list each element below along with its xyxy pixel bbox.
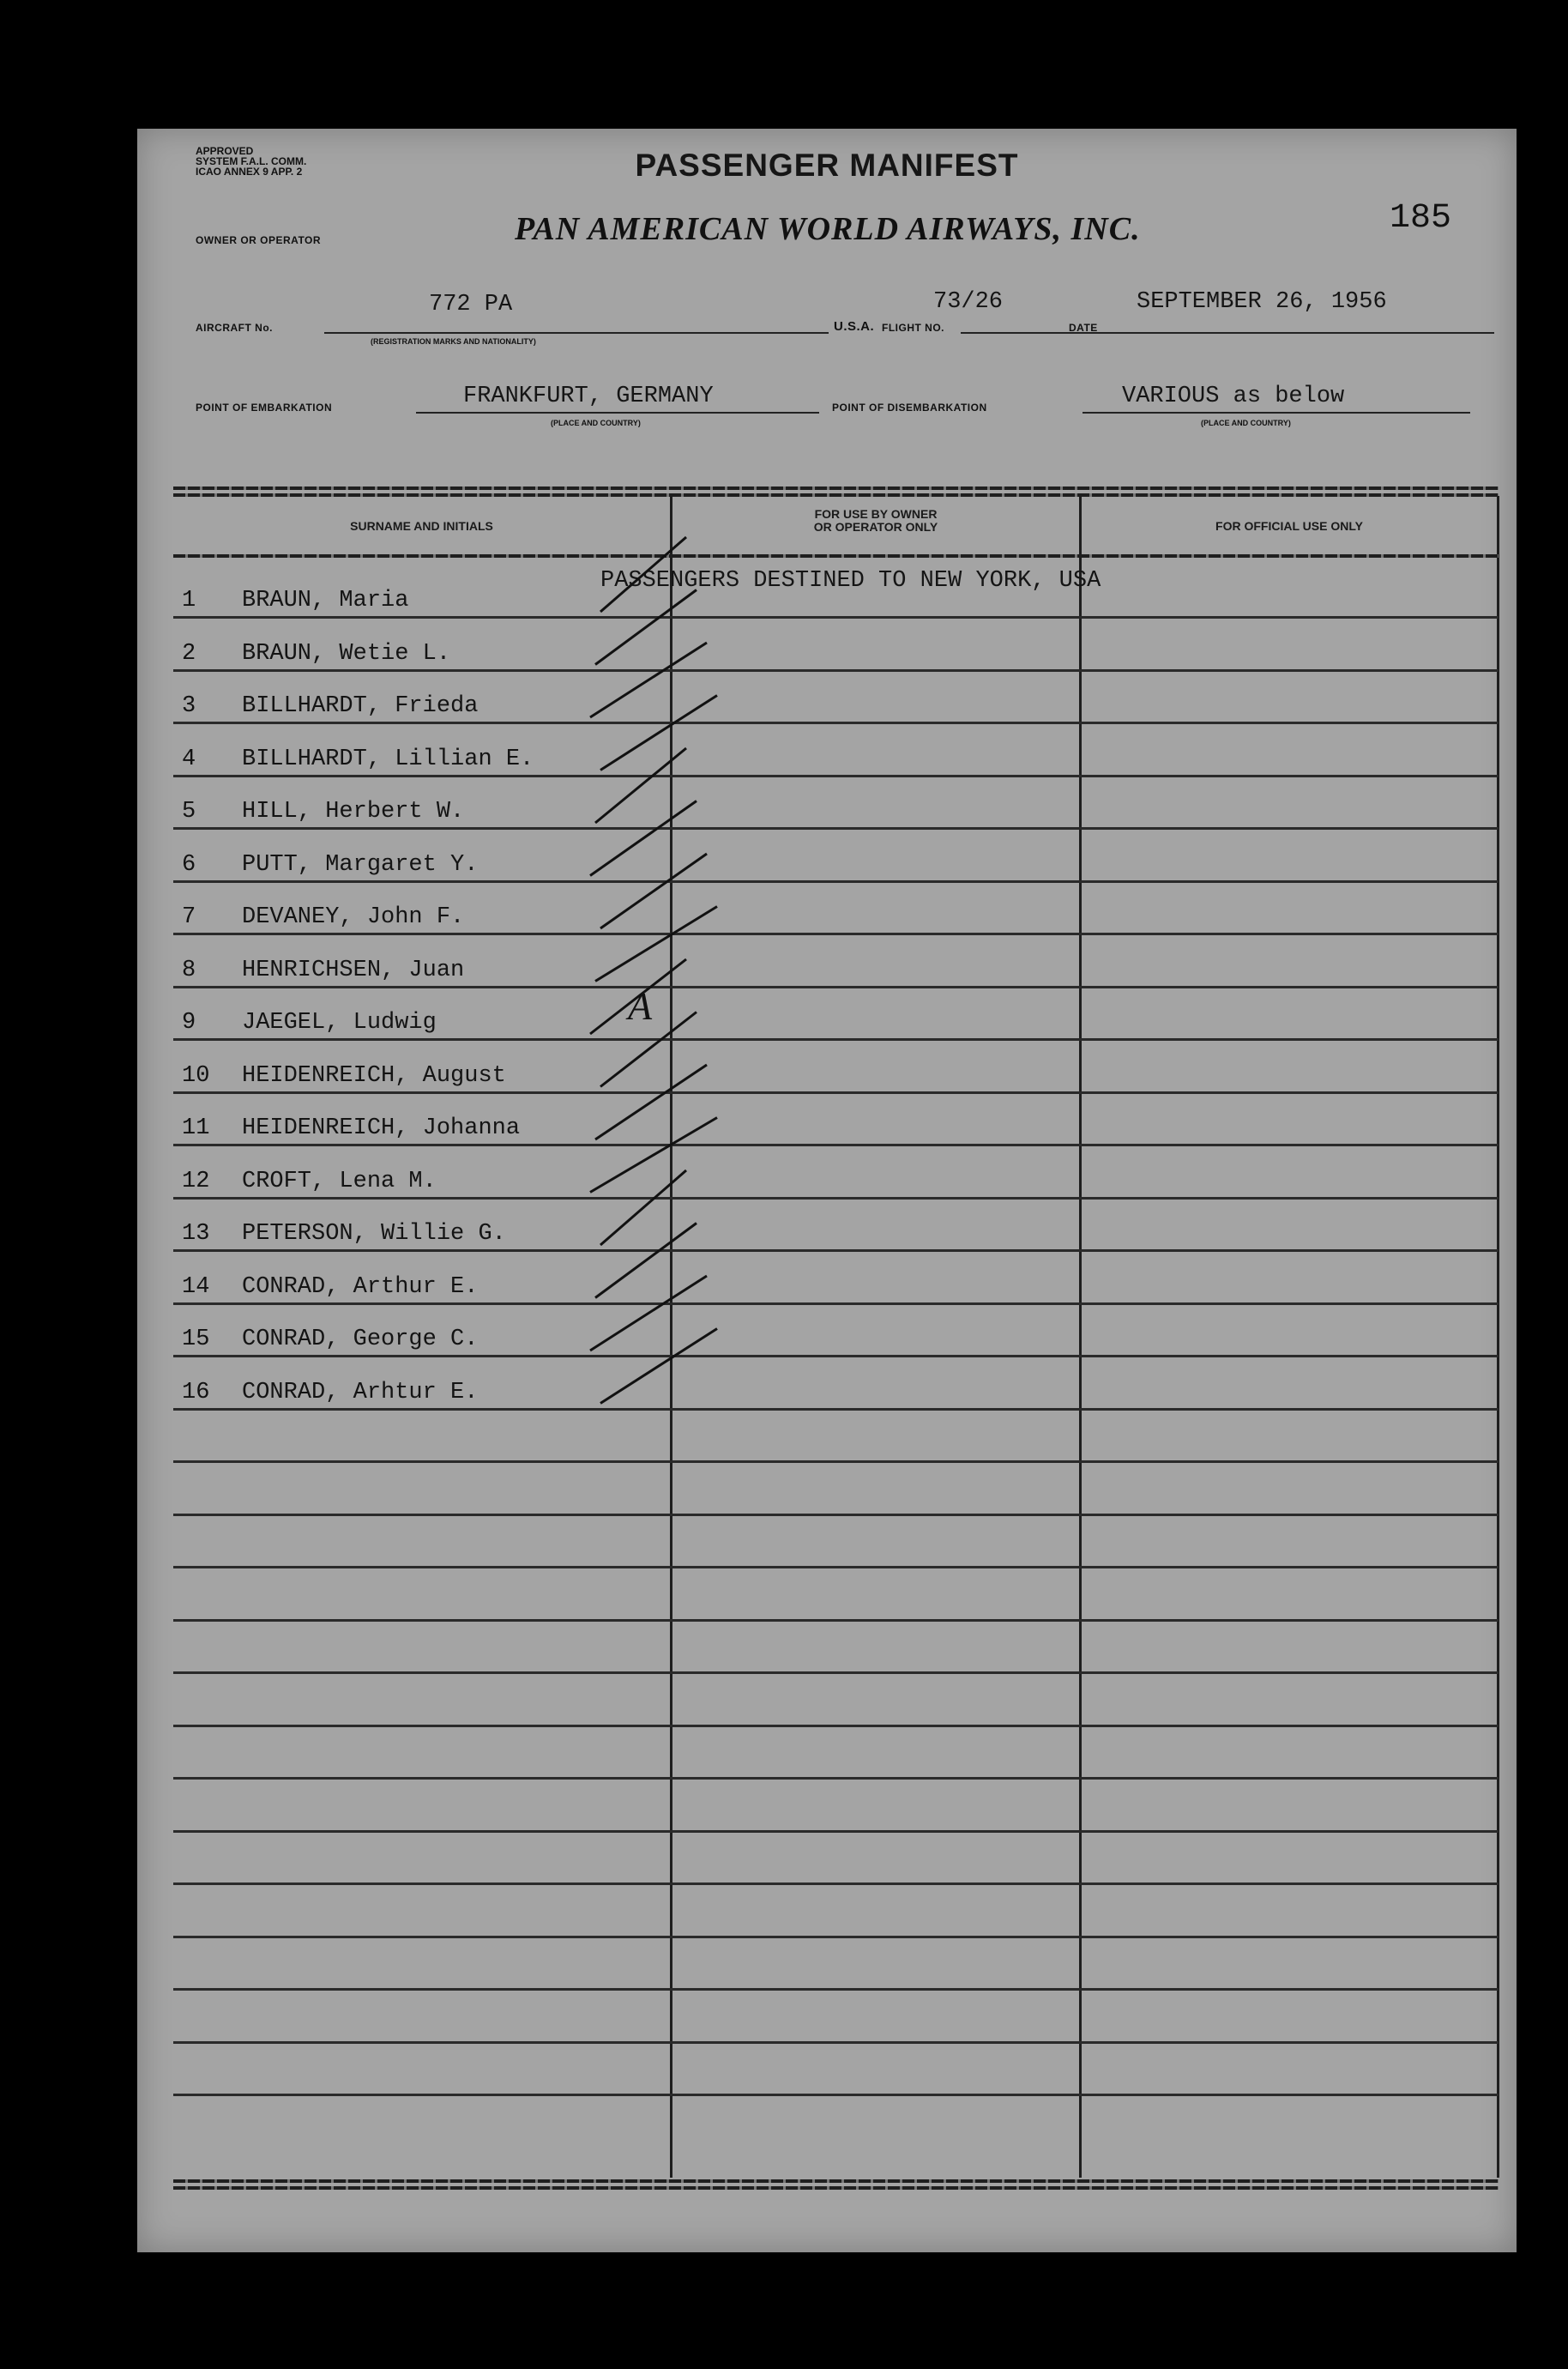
passenger-name: BRAUN, Wetie L. (242, 640, 451, 667)
passenger-number: 15 (182, 1327, 210, 1352)
check-mark (600, 1329, 717, 1404)
passenger-number: 1 (182, 588, 196, 613)
passenger-number: 6 (182, 851, 196, 878)
passenger-name: HILL, Herbert W. (242, 799, 465, 825)
passenger-number: 9 (182, 1010, 196, 1036)
passenger-name: BILLHARDT, Lillian E. (242, 746, 534, 772)
disembarkation-label: POINT OF DISEMBARKATION (832, 402, 987, 414)
passenger-name: DEVANEY, John F. (242, 904, 465, 930)
passenger-number: 2 (182, 640, 196, 667)
col-header-official: FOR OFFICIAL USE ONLY (1215, 519, 1363, 533)
date-label: DATE (1069, 322, 1098, 334)
page-title: PASSENGER MANIFEST (635, 148, 1019, 183)
passenger-name: JAEGEL, Ludwig (242, 1010, 437, 1036)
check-mark (595, 1065, 707, 1139)
col-header-owner-line: FOR USE BY OWNER (814, 507, 938, 521)
embarkation-label: POINT OF EMBARKATION (196, 402, 333, 414)
passenger-number: 16 (182, 1379, 210, 1405)
passenger-name: HEIDENREICH, August (242, 1062, 506, 1089)
passenger-number: 8 (182, 957, 196, 983)
destination-note: PASSENGERS DESTINED TO NEW YORK, USA (600, 568, 1101, 594)
passenger-number: 10 (182, 1062, 210, 1089)
col-header-surname: SURNAME AND INITIALS (350, 519, 493, 533)
passenger-name: HEIDENREICH, Johanna (242, 1115, 521, 1141)
passenger-name: BILLHARDT, Frieda (242, 693, 479, 719)
col-header-owner-line: OR OPERATOR ONLY (813, 520, 938, 534)
approval-line: APPROVED (196, 145, 254, 157)
check-mark (600, 696, 717, 771)
check-mark (595, 1224, 697, 1298)
passenger-number: 3 (182, 693, 196, 719)
passenger-name: CROFT, Lena M. (242, 1168, 437, 1194)
check-mark (590, 801, 697, 876)
flight-value: 73/26 (933, 289, 1004, 315)
passenger-number: 7 (182, 904, 196, 930)
operator-name: PAN AMERICAN WORLD AIRWAYS, INC. (515, 211, 1141, 247)
manifest-page (137, 129, 1517, 2252)
usa-label: U.S.A. (834, 319, 875, 334)
passenger-number: 11 (182, 1115, 210, 1141)
page-number: 185 (1390, 199, 1452, 238)
approval-line: SYSTEM F.A.L. COMM. (196, 155, 307, 167)
check-mark (595, 748, 686, 823)
handwritten-mark: A (628, 984, 653, 1028)
passenger-name: PETERSON, Willie G. (242, 1221, 506, 1247)
owner-label: OWNER OR OPERATOR (196, 234, 322, 246)
embarkation-value: FRANKFURT, GERMANY (463, 384, 714, 409)
passenger-number: 5 (182, 799, 196, 825)
check-mark (600, 854, 707, 928)
approval-line: ICAO ANNEX 9 APP. 2 (196, 166, 303, 178)
check-mark (600, 537, 686, 612)
passenger-number: 12 (182, 1168, 210, 1194)
embarkation-sublabel: (PLACE AND COUNTRY) (551, 419, 641, 427)
passenger-name: CONRAD, George C. (242, 1327, 479, 1352)
check-mark (600, 1170, 686, 1245)
passenger-name: PUTT, Margaret Y. (242, 851, 479, 878)
passenger-number: 14 (182, 1273, 210, 1300)
check-marks (137, 129, 1517, 2252)
disembarkation-value: VARIOUS as below (1122, 384, 1345, 409)
aircraft-label: AIRCRAFT No. (196, 322, 273, 334)
passenger-number: 13 (182, 1221, 210, 1247)
aircraft-sublabel: (REGISTRATION MARKS AND NATIONALITY) (371, 337, 536, 346)
disembarkation-sublabel: (PLACE AND COUNTRY) (1201, 419, 1291, 427)
passenger-name: CONRAD, Arthur E. (242, 1273, 479, 1300)
passenger-name: CONRAD, Arhtur E. (242, 1379, 479, 1405)
passenger-name: HENRICHSEN, Juan (242, 957, 465, 983)
flight-label: FLIGHT NO. (882, 322, 944, 334)
check-mark (595, 590, 697, 665)
date-value: SEPTEMBER 26, 1956 (1137, 289, 1387, 315)
passenger-name: BRAUN, Maria (242, 588, 409, 613)
passenger-number: 4 (182, 746, 196, 772)
aircraft-value: 772 PA (429, 292, 513, 317)
